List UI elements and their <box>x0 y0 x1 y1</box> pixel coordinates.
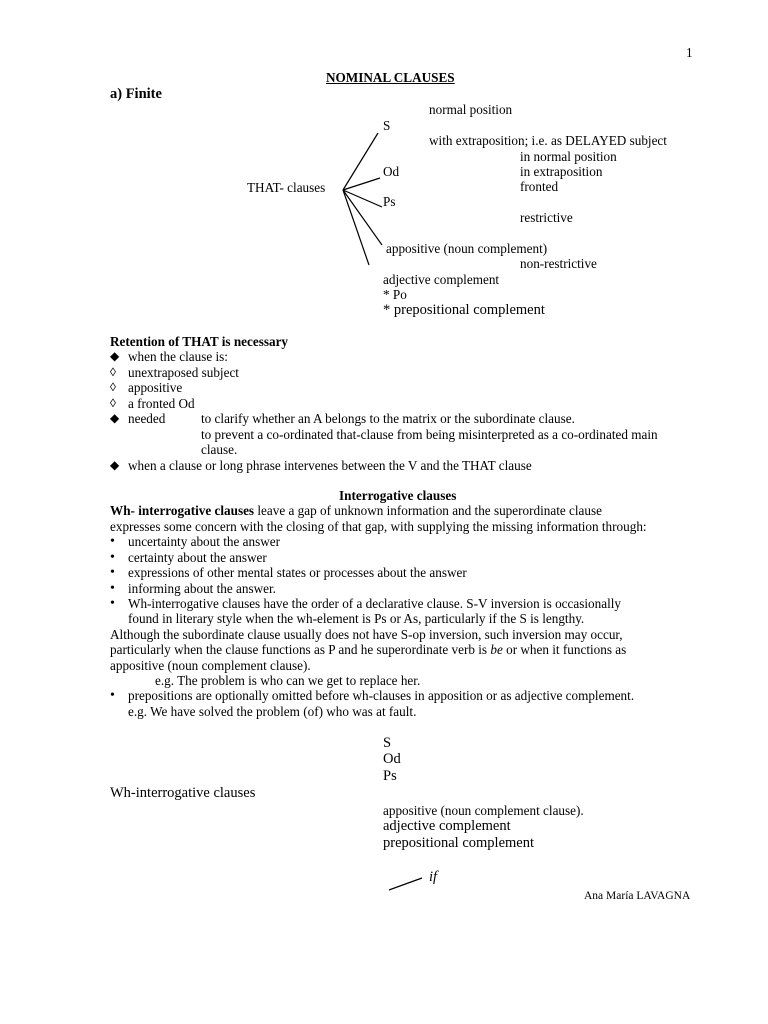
para-text: particularly when the clause functions as P and he superordinate verb is <box>110 642 491 657</box>
bullet-icon: • <box>110 534 115 549</box>
od-extraposition: in extraposition <box>520 164 603 179</box>
branch-line-od <box>343 178 380 190</box>
node-od: Od <box>383 751 401 767</box>
interrogative-intro-line2: expresses some concern with the closing of that gap, with supplying the missing information through: <box>110 519 647 534</box>
interrogative-intro-rest: leave a gap of unknown information and the superordinate clause <box>254 503 602 518</box>
retention-heading: Retention of THAT is necessary <box>110 334 289 349</box>
s-normal-position: normal position <box>429 102 513 117</box>
s-extraposition: with extraposition; i.e. as DELAYED subject <box>429 133 667 148</box>
node-s: S <box>383 118 391 133</box>
node-po: * Po <box>383 287 407 302</box>
retention-item: appositive <box>128 380 183 395</box>
interrogative-para-line2 <box>110 642 626 657</box>
interrogative-bullet: Wh-interrogative clauses have the order of a declarative clause. S-V inversion is occasionally <box>128 596 621 611</box>
interrogative-para-line1: Although the subordinate clause usually does not have S-op inversion, such inversion may occur, <box>110 627 623 642</box>
node-adjective-complement: adjective complement <box>383 272 500 287</box>
node-appositive: appositive (noun complement) <box>386 241 548 256</box>
interrogative-para-line3: appositive (noun complement clause). <box>110 658 311 673</box>
retention-needed-reason-2: to prevent a co-ordinated that-clause from being misinterpreted as a co-ordinated main <box>201 427 658 442</box>
bullet-icon: • <box>110 688 115 703</box>
interrogative-intro <box>110 503 602 518</box>
node-ps: Ps <box>383 194 396 209</box>
page-number: 1 <box>686 45 693 60</box>
retention-when: when the clause is: <box>128 349 228 364</box>
bullet-icon: • <box>110 581 115 596</box>
interrogative-bullet: uncertainty about the answer <box>128 534 280 549</box>
node-if <box>429 870 437 885</box>
hollow-diamond-bullet-icon: ◊ <box>110 380 116 394</box>
node-s: S <box>383 735 392 751</box>
bullet-icon: • <box>110 550 115 565</box>
od-fronted: fronted <box>520 179 559 194</box>
diamond-bullet-icon: ◆ <box>110 349 120 363</box>
retention-item: a fronted Od <box>128 396 195 411</box>
para-text: or when it functions as <box>502 642 627 657</box>
retention-needed: needed <box>128 411 166 426</box>
diagram-root-wh-interrogative: Wh-interrogative clauses <box>110 785 256 801</box>
node-prepositional-complement: * prepositional complement <box>383 302 545 318</box>
hollow-diamond-bullet-icon: ◊ <box>110 396 116 410</box>
example-1: e.g. The problem is who can we get to replace her. <box>155 673 421 688</box>
node-ps: Ps <box>383 768 397 784</box>
branch-line-s <box>343 133 378 190</box>
bullet-icon: • <box>110 565 115 580</box>
bullet-icon: • <box>110 596 115 611</box>
retention-item: unextraposed subject <box>128 365 239 380</box>
page-title: NOMINAL CLAUSES <box>326 70 455 85</box>
author-footer: Ana María LAVAGNA <box>584 890 691 902</box>
branch-line-adjective <box>343 190 369 265</box>
interrogative-bullet: certainty about the answer <box>128 550 267 565</box>
retention-intervene: when a clause or long phrase intervenes between the V and the THAT clause <box>128 458 532 473</box>
interrogative-bullet-cont: found in literary style when the wh-element is Ps or As, particularly if the S is lengthy. <box>128 611 585 626</box>
if-text: if <box>429 869 438 885</box>
section-a-heading: a) Finite <box>110 86 162 102</box>
interrogative-heading: Interrogative clauses <box>339 488 457 503</box>
node-appositive: appositive (noun complement clause). <box>383 803 584 818</box>
para-emphasis: be <box>490 642 503 657</box>
retention-needed-reason-2-cont: clause. <box>201 442 238 457</box>
prepositions-bullet: prepositions are optionally omitted before wh-clauses in apposition or as adjective complement. <box>128 688 635 703</box>
hollow-diamond-bullet-icon: ◊ <box>110 365 116 379</box>
interrogative-intro-bold: Wh- interrogative clauses <box>110 503 255 518</box>
if-line <box>389 878 422 890</box>
example-2: e.g. We have solved the problem (of) who was at fault. <box>128 704 417 719</box>
node-adjective-complement: adjective complement <box>383 818 511 834</box>
restrictive-label: restrictive <box>520 210 573 225</box>
retention-needed-reason-1: to clarify whether an A belongs to the matrix or the subordinate clause. <box>201 411 575 426</box>
diagram-root-that-clauses: THAT- clauses <box>247 180 326 195</box>
diamond-bullet-icon: ◆ <box>110 458 120 472</box>
diamond-bullet-icon: ◆ <box>110 411 120 425</box>
node-od: Od <box>383 164 400 179</box>
od-normal-position: in normal position <box>520 149 617 164</box>
nonrestrictive-label: non-restrictive <box>520 256 597 271</box>
interrogative-bullet: informing about the answer. <box>128 581 276 596</box>
node-prepositional-complement: prepositional complement <box>383 835 535 851</box>
interrogative-bullet: expressions of other mental states or processes about the answer <box>128 565 467 580</box>
